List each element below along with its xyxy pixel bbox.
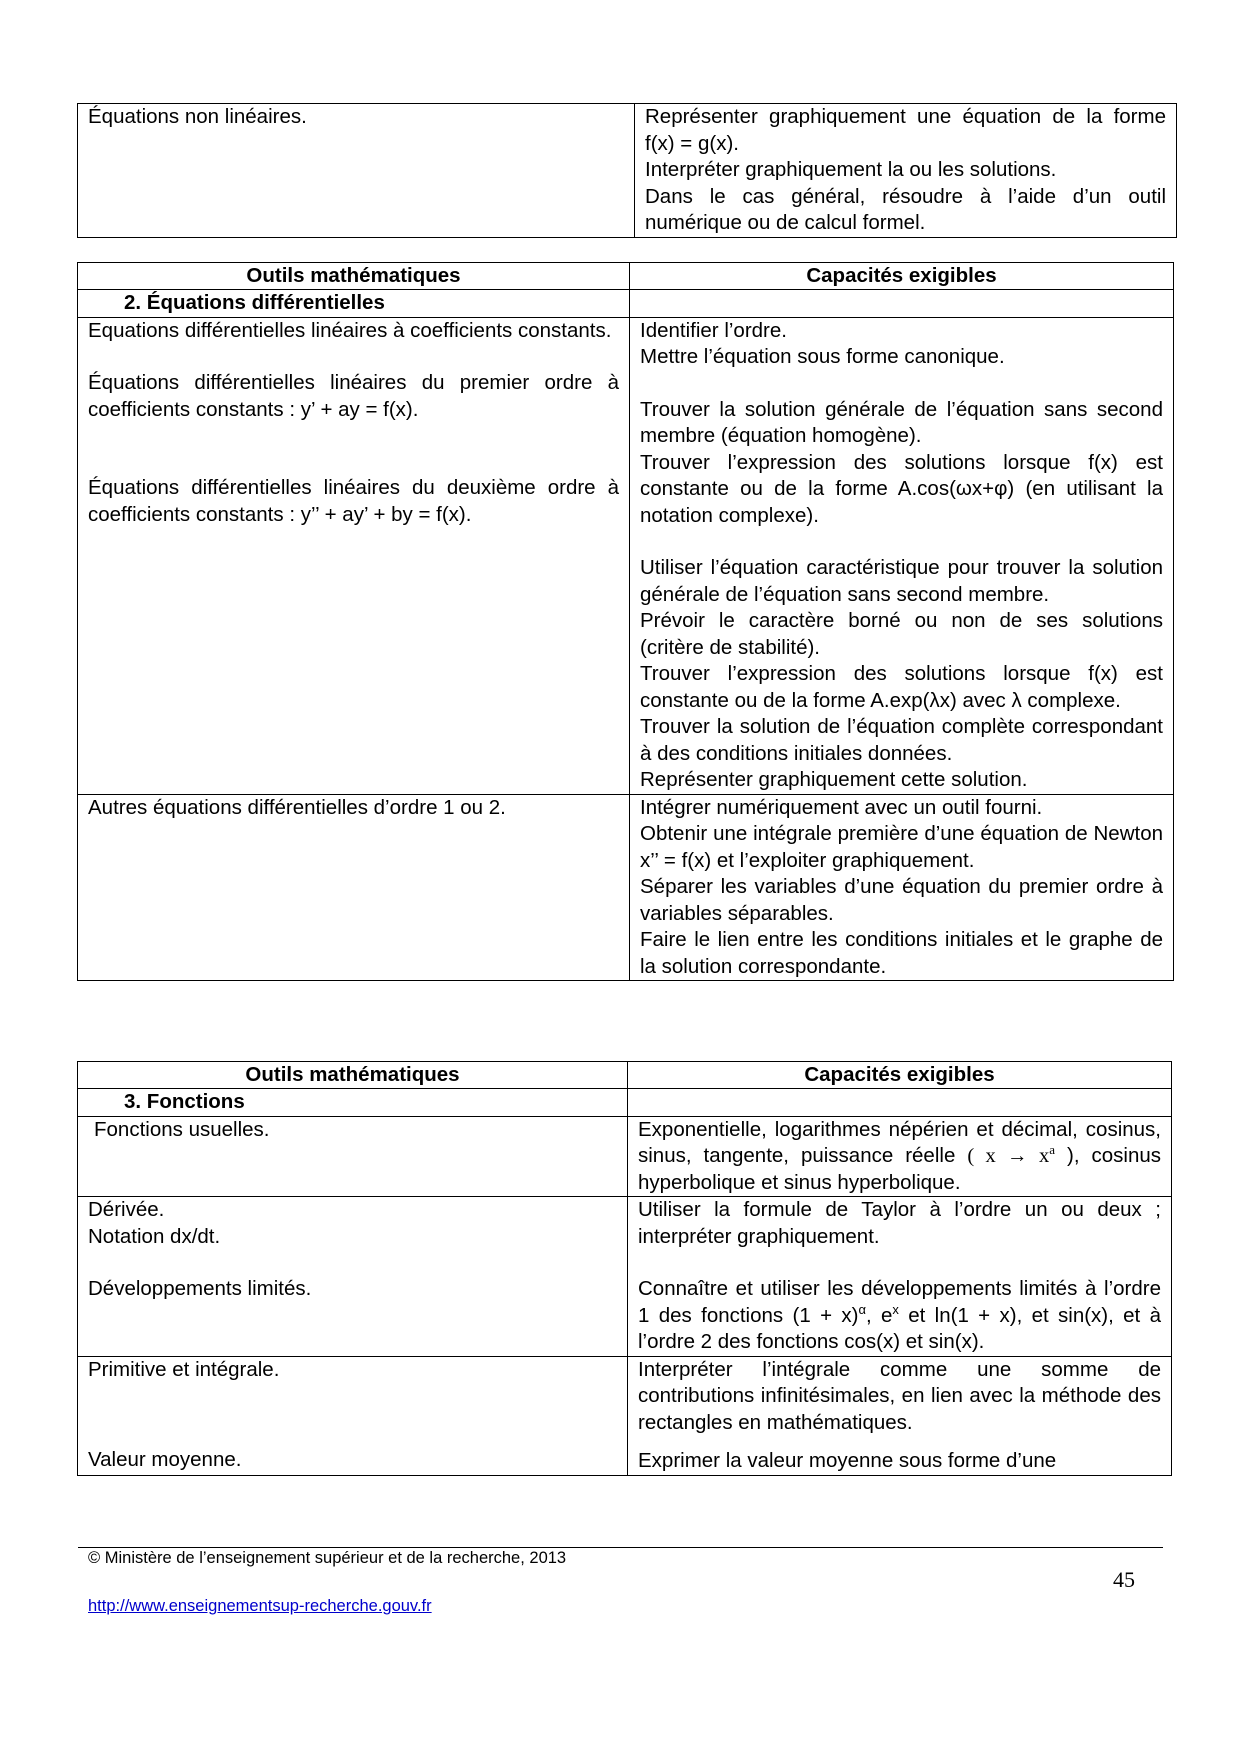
page-number: 45 [1113,1567,1135,1592]
cell-left [78,1197,628,1357]
capacite-text: Interpréter graphiquement la ou les solutions. [645,158,1057,181]
section-title: 2. Équations différentielles [78,290,630,318]
capacite-text: Prévoir le caractère borné ou non de ses solutions (critère de stabilité). [640,609,1163,659]
table-header-row [78,263,1174,290]
math-expression: ( $x \to x^a$ [967,1142,1056,1167]
table-header-row [78,1062,1172,1089]
outil-text: Equations différentielles linéaires à coefficients constants. [88,318,612,342]
table-fonctions [77,1061,1172,1476]
capacite-text: ), cosinus hyperbolique et sinus hyperbolique. [638,1144,1161,1194]
section-row [78,1089,1172,1117]
cell-left [78,317,630,794]
capacite-text: Obtenir une intégrale première d’une équation de Newton x’’ = f(x) et l’exploiter graphiquement. [640,822,1163,872]
cell-left [78,794,630,981]
cell-right [630,317,1174,794]
table-equations-differentielles [77,262,1174,981]
capacite-text: Représenter graphiquement une équation de la forme f(x) = g(x). [645,105,1166,155]
footer-link[interactable]: http://www.enseignementsup-recherche.gouv.fr [88,1597,432,1615]
capacite-text: Trouver la solution générale de l’équation sans second membre (équation homogène). [640,397,1163,447]
capacite-text: Exprimer la valeur moyenne sous forme d’une [638,1449,1057,1472]
table-row [78,794,1174,981]
cell-right: Utiliser la formule de Taylor à l’ordre un ou deux ; interpréter graphiquement. Connaître et utiliser les développements limités à l’ordre 1 des fonctions $(1 + x)^\alpha$, $e^x$ et ln(1 + x), et sin(x), et à l’ordre 2 des fonctions cos(x) et sin(x). [628,1197,1172,1357]
outil-text: Primitive et intégrale. [88,1357,280,1381]
cell-left [78,1356,628,1475]
header-capacites: Capacités exigibles [630,263,1174,290]
section-title: 3. Fonctions [78,1089,628,1117]
capacite-text: Dans le cas général, résoudre à l’aide d’un outil numérique ou de calcul formel. [645,184,1166,234]
outil-text: Équations différentielles linéaires du premier ordre à coefficients constants : y’ + ay = f(x). [88,371,619,421]
capacite-text: Faire le lien entre les conditions initiales et le graphe de la solution correspondante. [640,928,1163,978]
outil-text: Autres équations différentielles d’ordre 1 ou 2. [88,795,506,819]
header-capacites: Capacités exigibles [628,1062,1172,1089]
outil-text: Développements limités. [88,1277,312,1300]
cell-right [628,1116,1172,1197]
outil-text: Fonctions usuelles. [94,1117,270,1141]
header-outils: Outils mathématiques [78,1062,628,1089]
outil-text: Équations non linéaires. [88,105,307,128]
capacite-text: Connaître et utiliser les développements limités à l’ordre 1 des fonctions (1 + x) [638,1277,1161,1327]
capacite-text: Exponentielle, logarithmes népérien et décimal, cosinus, sinus, tangente, puissance réelle [638,1117,1161,1167]
table-row [78,1197,1172,1357]
capacite-text: Intégrer numériquement avec un outil fourni. [640,795,1043,819]
section-row [78,290,1174,318]
table-row [78,317,1174,794]
outil-text: Dérivée. [88,1198,165,1221]
cell-right [635,104,1177,238]
table-row [78,1356,1172,1475]
header-outils: Outils mathématiques [78,263,630,290]
table-row [78,104,1177,238]
capacite-text: Interpréter l’intégrale comme une somme de contributions infinitésimales, en lien avec la méthode des rectangles en mathématiques. [638,1357,1161,1434]
capacite-text: Identifier l’ordre. [640,318,787,342]
cell-left [78,104,635,238]
section-empty-cell [630,290,1174,318]
outil-text: Équations différentielles linéaires du deuxième ordre à coefficients constants : y’’ + ay’ + by = f(x). [88,476,619,526]
capacite-text: Mettre l’équation sous forme canonique. [640,345,1005,368]
outil-text: Valeur moyenne. [88,1448,242,1471]
capacite-text: Trouver l’expression des solutions lorsque f(x) est constante ou de la forme A.exp(λx) avec λ complexe. [640,662,1163,712]
table-row [78,1116,1172,1197]
capacite-text: Trouver l’expression des solutions lorsque f(x) est constante ou de la forme A.cos(ωx+φ) (en utilisant la notation complexe). [640,450,1163,527]
cell-left [78,1116,628,1197]
cell-right [628,1356,1172,1475]
cell-right [630,794,1174,981]
capacite-text: Séparer les variables d’une équation du premier ordre à variables séparables. [640,875,1163,925]
capacite-text: Trouver la solution de l’équation complète correspondant à des conditions initiales données. [640,715,1163,765]
capacite-text: Utiliser la formule de Taylor à l’ordre un ou deux ; interpréter graphiquement. [638,1198,1161,1248]
section-empty-cell [628,1089,1172,1117]
capacite-text: Représenter graphiquement cette solution. [640,768,1028,791]
table-equations-non-lineaires [77,103,1177,238]
outil-text: Notation dx/dt. [88,1224,221,1248]
capacite-text: Utiliser l’équation caractéristique pour trouver la solution générale de l’équation sans second membre. [640,556,1163,606]
footer-copyright: © Ministère de l’enseignement supérieur et de la recherche, 2013 [88,1549,567,1567]
